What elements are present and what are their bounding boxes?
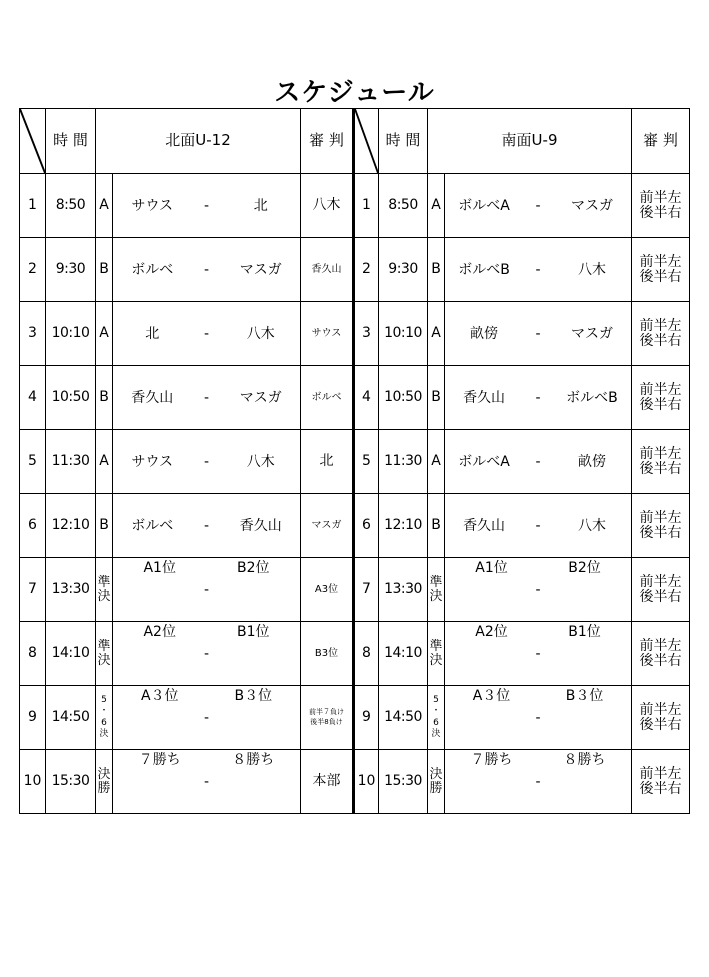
- versus-dash: -: [203, 325, 210, 342]
- team-b: マスガ: [239, 389, 282, 406]
- group-label: A: [428, 174, 445, 238]
- group-label: B: [96, 494, 113, 558]
- team-b: B2位: [237, 560, 270, 576]
- team-b: ボルベB: [566, 389, 618, 406]
- kickoff-time: 12:10: [379, 494, 428, 558]
- referee-assignment: 前半左 後半右: [632, 430, 690, 494]
- match-pairing: [445, 558, 632, 622]
- versus-dash: -: [203, 389, 210, 406]
- referee-assignment: 本部: [301, 750, 354, 814]
- match-pairing: [113, 366, 301, 430]
- team-a: A1位: [143, 560, 176, 576]
- group-label: 準 決: [96, 558, 113, 622]
- match-number: 6: [20, 494, 46, 558]
- versus-dash: -: [203, 261, 210, 278]
- match-pairing: [113, 750, 301, 814]
- match-number: 2: [20, 238, 46, 302]
- match-number: 7: [20, 558, 46, 622]
- match-pairing: [113, 494, 301, 558]
- table-row: [20, 558, 690, 622]
- table-row: [20, 302, 690, 366]
- kickoff-time: 10:10: [46, 302, 96, 366]
- kickoff-time: 14:50: [379, 686, 428, 750]
- team-a: A1位: [475, 560, 508, 576]
- match-number: 5: [354, 430, 379, 494]
- match-pairing: [445, 430, 632, 494]
- team-b: 八木: [577, 261, 606, 278]
- versus-dash: -: [535, 517, 541, 534]
- kickoff-time: 10:50: [379, 366, 428, 430]
- team-b: ８勝ち: [563, 752, 606, 768]
- team-b: 香久山: [239, 517, 282, 534]
- header-row: [20, 109, 690, 174]
- kickoff-time: 11:30: [46, 430, 96, 494]
- match-number: 9: [20, 686, 46, 750]
- diagonal-line-icon: [20, 109, 45, 173]
- match-number: 5: [20, 430, 46, 494]
- group-label: 決 勝: [428, 750, 445, 814]
- versus-dash: -: [535, 453, 541, 470]
- referee-assignment: 前半左 後半右: [632, 302, 690, 366]
- referee-assignment: 前半７負け 後半8負け: [301, 686, 354, 750]
- match-pairing: [113, 558, 301, 622]
- match-pairing: [445, 622, 632, 686]
- group-label: 準 決: [96, 622, 113, 686]
- referee-assignment: 前半左 後半右: [632, 750, 690, 814]
- match-pairing: [445, 302, 632, 366]
- table-row: [20, 494, 690, 558]
- team-b: B2位: [568, 560, 601, 576]
- group-label: B: [96, 366, 113, 430]
- versus-dash: -: [203, 517, 210, 534]
- match-number: 10: [354, 750, 379, 814]
- team-a: 北: [145, 325, 160, 342]
- group-label: A: [428, 302, 445, 366]
- match-number: 3: [354, 302, 379, 366]
- match-number: 7: [354, 558, 379, 622]
- referee-assignment: 前半左 後半右: [632, 366, 690, 430]
- group-label: 5 ・ 6 決: [428, 686, 445, 750]
- match-pairing: [445, 686, 632, 750]
- team-b: B３位: [565, 688, 604, 704]
- match-pairing: [445, 238, 632, 302]
- team-a: A2位: [143, 624, 176, 640]
- match-number: 9: [354, 686, 379, 750]
- schedule-table: [19, 108, 690, 814]
- match-pairing: [445, 174, 632, 238]
- diagonal-line-icon: [355, 109, 378, 173]
- match-pairing: [445, 494, 632, 558]
- versus-dash: -: [535, 197, 541, 214]
- table-row: [20, 750, 690, 814]
- referee-assignment: 前半左 後半右: [632, 558, 690, 622]
- match-number: 3: [20, 302, 46, 366]
- versus-dash: -: [535, 325, 541, 342]
- time-header: 時 間: [379, 109, 428, 174]
- group-label: B: [428, 494, 445, 558]
- kickoff-time: 8:50: [379, 174, 428, 238]
- versus-dash: -: [203, 710, 210, 726]
- group-label: B: [428, 238, 445, 302]
- referee-assignment: 前半左 後半右: [632, 686, 690, 750]
- versus-dash: -: [203, 582, 210, 598]
- kickoff-time: 10:50: [46, 366, 96, 430]
- table-row: [20, 174, 690, 238]
- referee-assignment: 前半左 後半右: [632, 238, 690, 302]
- match-pairing: [113, 430, 301, 494]
- team-b: ８勝ち: [232, 752, 275, 768]
- kickoff-time: 15:30: [379, 750, 428, 814]
- team-a: ７勝ち: [470, 752, 513, 768]
- team-a: ボルベA: [458, 453, 510, 470]
- table-row: [20, 238, 690, 302]
- referee-assignment: 前半左 後半右: [632, 174, 690, 238]
- kickoff-time: 13:30: [379, 558, 428, 622]
- versus-dash: -: [203, 774, 210, 790]
- team-a: ７勝ち: [138, 752, 181, 768]
- team-a: ボルベB: [458, 261, 510, 278]
- match-pairing: [113, 238, 301, 302]
- referee-assignment: B3位: [301, 622, 354, 686]
- group-label: A: [96, 302, 113, 366]
- page-title: スケジュール: [274, 78, 435, 108]
- table-row: [20, 686, 690, 750]
- kickoff-time: 9:30: [379, 238, 428, 302]
- team-a: ボルベ: [131, 517, 174, 534]
- group-label: A: [96, 430, 113, 494]
- match-pairing: [113, 622, 301, 686]
- team-b: B1位: [237, 624, 270, 640]
- group-label: A: [428, 430, 445, 494]
- kickoff-time: 14:50: [46, 686, 96, 750]
- match-pairing: [113, 686, 301, 750]
- kickoff-time: 9:30: [46, 238, 96, 302]
- team-a: 畝傍: [470, 325, 499, 342]
- time-header: 時 間: [46, 109, 96, 174]
- referee-assignment: 香久山: [301, 238, 354, 302]
- match-number: 6: [354, 494, 379, 558]
- versus-dash: -: [535, 774, 541, 790]
- group-label: 決 勝: [96, 750, 113, 814]
- versus-dash: -: [535, 261, 541, 278]
- team-b: 八木: [577, 517, 606, 534]
- team-a: ボルベA: [458, 197, 510, 214]
- referee-assignment: マスガ: [301, 494, 354, 558]
- team-b: マスガ: [239, 261, 282, 278]
- corner-diagonal-cell: [20, 109, 46, 174]
- team-b: 八木: [246, 453, 275, 470]
- team-b: 畝傍: [577, 453, 606, 470]
- kickoff-time: 14:10: [379, 622, 428, 686]
- match-number: 1: [20, 174, 46, 238]
- match-pairing: [445, 366, 632, 430]
- kickoff-time: 12:10: [46, 494, 96, 558]
- table-row: [20, 366, 690, 430]
- match-pairing: [113, 174, 301, 238]
- match-number: 1: [354, 174, 379, 238]
- referee-assignment: 前半左 後半右: [632, 622, 690, 686]
- match-pairing: [445, 750, 632, 814]
- kickoff-time: 14:10: [46, 622, 96, 686]
- kickoff-time: 8:50: [46, 174, 96, 238]
- versus-dash: -: [535, 389, 541, 406]
- versus-dash: -: [203, 197, 210, 214]
- team-b: マスガ: [570, 325, 613, 342]
- team-a: サウス: [131, 197, 174, 214]
- group-label: B: [428, 366, 445, 430]
- versus-dash: -: [535, 582, 541, 598]
- table-row: [20, 430, 690, 494]
- referee-assignment: A3位: [301, 558, 354, 622]
- kickoff-time: 11:30: [379, 430, 428, 494]
- match-pairing: [113, 302, 301, 366]
- referee-assignment: 前半左 後半右: [632, 494, 690, 558]
- match-number: 4: [354, 366, 379, 430]
- corner-diagonal-cell: [354, 109, 379, 174]
- right-field-header: 南面U-9: [428, 109, 632, 174]
- team-a: サウス: [131, 453, 174, 470]
- referee-header: 審 判: [632, 109, 690, 174]
- kickoff-time: 13:30: [46, 558, 96, 622]
- team-a: 香久山: [131, 389, 174, 406]
- team-a: 香久山: [463, 389, 506, 406]
- match-number: 8: [354, 622, 379, 686]
- kickoff-time: 10:10: [379, 302, 428, 366]
- team-a: A2位: [475, 624, 508, 640]
- group-label: 5 ・ 6 決: [96, 686, 113, 750]
- match-number: 8: [20, 622, 46, 686]
- team-a: A３位: [472, 688, 511, 704]
- referee-assignment: サウス: [301, 302, 354, 366]
- team-a: ボルベ: [131, 261, 174, 278]
- table-row: [20, 622, 690, 686]
- team-a: A３位: [140, 688, 179, 704]
- group-label: 準 決: [428, 558, 445, 622]
- team-b: マスガ: [570, 197, 613, 214]
- versus-dash: -: [535, 710, 541, 726]
- match-number: 2: [354, 238, 379, 302]
- group-label: A: [96, 174, 113, 238]
- kickoff-time: 15:30: [46, 750, 96, 814]
- referee-assignment: 北: [301, 430, 354, 494]
- team-b: B1位: [568, 624, 601, 640]
- versus-dash: -: [535, 646, 541, 662]
- referee-assignment: ボルベ: [301, 366, 354, 430]
- match-number: 4: [20, 366, 46, 430]
- team-b: 八木: [246, 325, 275, 342]
- group-label: B: [96, 238, 113, 302]
- referee-header: 審 判: [301, 109, 354, 174]
- versus-dash: -: [203, 453, 210, 470]
- team-b: B３位: [234, 688, 273, 704]
- left-field-header: 北面U-12: [96, 109, 301, 174]
- referee-assignment: 八木: [301, 174, 354, 238]
- team-b: 北: [253, 197, 268, 214]
- versus-dash: -: [203, 646, 210, 662]
- team-a: 香久山: [463, 517, 506, 534]
- group-label: 準 決: [428, 622, 445, 686]
- match-number: 10: [20, 750, 46, 814]
